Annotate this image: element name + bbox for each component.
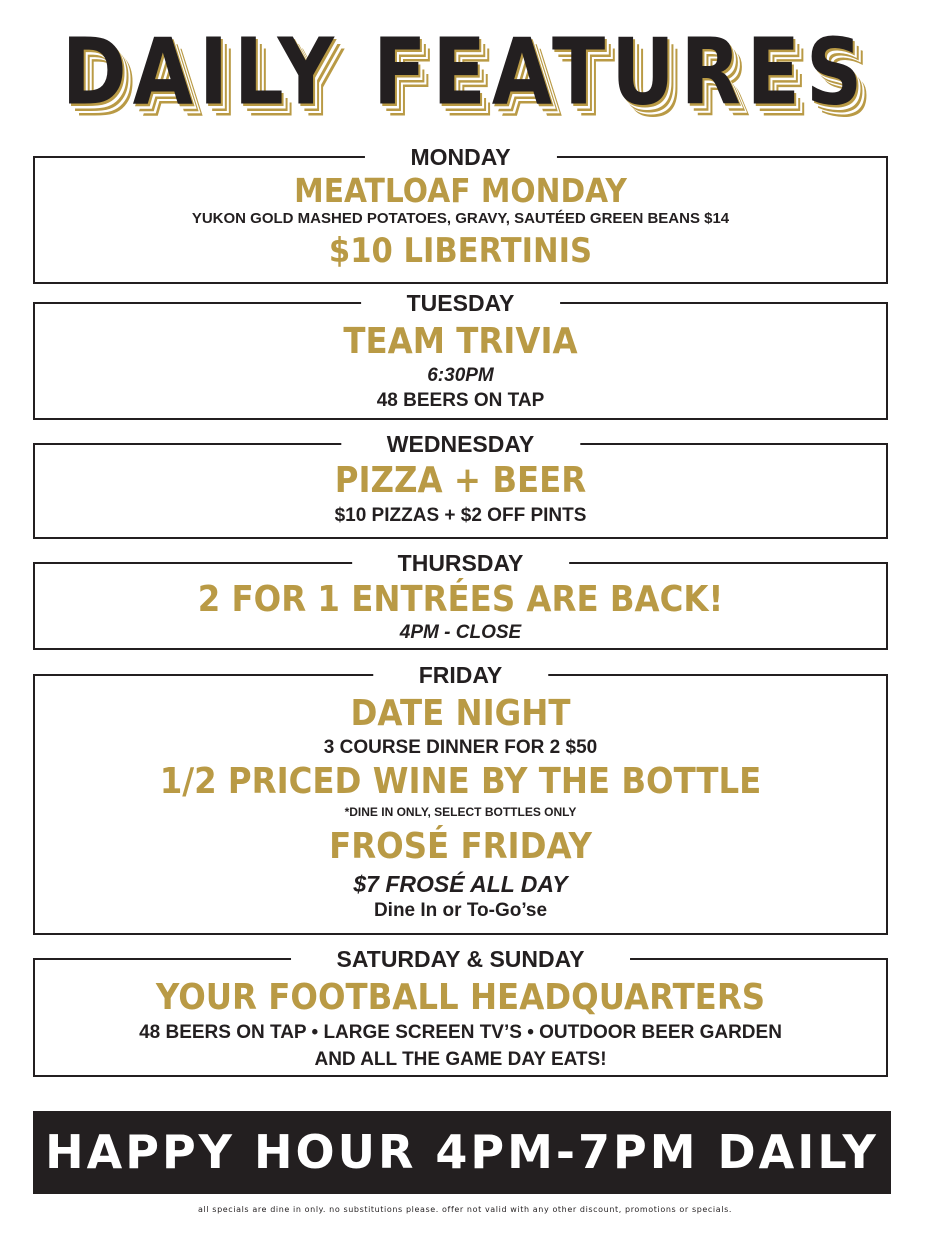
monday-feature-description: YUKON GOLD MASHED POTATOES, GRAVY, SAUTÉED GREEN BEANS $14	[191, 210, 730, 227]
day-box-friday	[33, 662, 888, 935]
disclaimer: all specials are dine in only. no substitutions please. offer not valid with any other discount, promotions or specials.	[198, 1205, 732, 1214]
friday-frose-title: FROSÉ FRIDAY	[329, 826, 592, 867]
friday-feature-description: 3 COURSE DINNER FOR 2 $50	[323, 737, 598, 758]
thursday-time: 4PM - CLOSE	[399, 622, 522, 643]
thursday-feature-title: 2 FOR 1 ENTRÉES ARE BACK!	[197, 579, 724, 620]
day-label-tuesday: TUESDAY	[361, 289, 561, 317]
day-box-weekend	[33, 946, 888, 1077]
day-box-monday	[33, 144, 888, 284]
day-label-thursday: THURSDAY	[352, 549, 570, 577]
day-box-wednesday	[33, 431, 888, 539]
day-box-thursday	[33, 550, 888, 650]
monday-drink-special: $10 LIBERTINIS	[328, 231, 593, 271]
page-title: DAILY FEATURES	[61, 19, 869, 127]
weekend-detail-line-1: 48 BEERS ON TAP • LARGE SCREEN TV’S • OUTDOOR BEER GARDEN	[139, 1022, 782, 1043]
day-label-wednesday: WEDNESDAY	[341, 430, 580, 458]
tuesday-time: 6:30PM	[427, 365, 494, 386]
friday-frose-note: Dine In or To-Go’se	[373, 900, 548, 921]
friday-feature-title: DATE NIGHT	[350, 693, 571, 734]
day-box-tuesday	[33, 290, 888, 420]
page-header	[0, 18, 930, 128]
weekend-feature-title: YOUR FOOTBALL HEADQUARTERS	[155, 977, 766, 1018]
monday-feature-title: MEATLOAF MONDAY	[294, 171, 627, 210]
weekend-detail-line-2: AND ALL THE GAME DAY EATS!	[314, 1049, 607, 1070]
tuesday-detail: 48 BEERS ON TAP	[376, 390, 545, 411]
tuesday-feature-title: TEAM TRIVIA	[343, 321, 578, 362]
day-label-monday: MONDAY	[364, 143, 556, 171]
friday-frose-description: $7 FROSÉ ALL DAY	[353, 871, 568, 897]
wednesday-feature-title: PIZZA + BEER	[334, 460, 587, 501]
day-label-friday: FRIDAY	[373, 661, 549, 689]
day-label-weekend: SATURDAY & SUNDAY	[291, 945, 631, 973]
happy-hour-banner: HAPPY HOUR 4PM-7PM DAILY	[33, 1111, 891, 1194]
wednesday-detail: $10 PIZZAS + $2 OFF PINTS	[334, 505, 587, 526]
friday-wine-special: 1/2 PRICED WINE BY THE BOTTLE	[159, 761, 762, 802]
friday-wine-note: *DINE IN ONLY, SELECT BOTTLES ONLY	[344, 805, 577, 819]
